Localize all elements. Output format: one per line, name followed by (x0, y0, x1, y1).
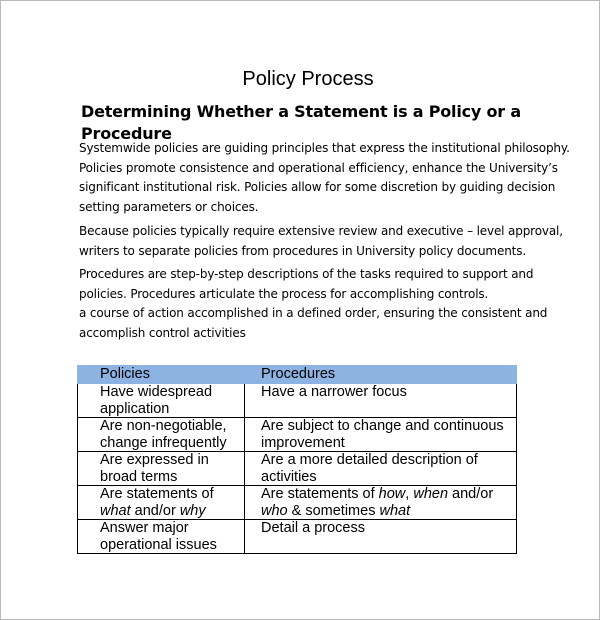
cell-text: & sometimes (287, 502, 380, 519)
cell-line: Are expressed in (100, 452, 209, 468)
document-subtitle: Determining Whether a Statement is a Policy or a Procedure (81, 102, 521, 143)
table-row (78, 418, 517, 452)
text-line: Because policies typically require extensive review and executive – level approval, (79, 224, 563, 238)
header-procedures: Procedures (245, 366, 517, 384)
text-line: Systemwide policies are guiding principles that express the institutional philosophy. (79, 141, 570, 155)
table-row (78, 486, 517, 520)
emphasis-what: what (379, 502, 411, 519)
emphasis-what: what (100, 502, 131, 519)
text-line: setting parameters or choices. (79, 199, 259, 214)
text-line: accomplish control activities (79, 325, 246, 340)
cell-line: broad terms (100, 468, 178, 485)
cell-line (100, 503, 240, 520)
cell-line: activities (261, 468, 317, 485)
text-line: a course of action accomplished in a defined order, ensuring the consistent and (79, 306, 548, 320)
policy-cell (78, 452, 245, 486)
emphasis-when: when (413, 486, 449, 502)
procedure-cell (245, 486, 517, 520)
policy-cell (78, 520, 245, 554)
policy-procedure-table (77, 365, 517, 554)
cell-line: improvement (261, 434, 345, 451)
cell-text: Are statements of (261, 486, 379, 502)
policy-cell (78, 418, 245, 452)
table-row (78, 384, 517, 418)
policy-cell (78, 384, 245, 418)
paragraph-policies (79, 139, 570, 217)
document-title: Policy Process (242, 68, 374, 90)
cell-text: and/or (130, 502, 180, 519)
text-line: writers to separate policies from procedures in University policy documents. (79, 243, 526, 258)
cell-line: Detail a process (261, 520, 365, 536)
cell-line: Are non-negotiable, (100, 418, 227, 434)
procedure-cell (245, 452, 517, 486)
cell-line (261, 486, 512, 503)
header-policies: Policies (78, 366, 245, 384)
cell-line: Have widespread (100, 384, 213, 400)
cell-line: change infrequently (100, 434, 227, 451)
table-header-row (78, 366, 517, 384)
table-row (78, 520, 517, 554)
cell-line: operational issues (100, 536, 217, 553)
policy-cell (78, 486, 245, 520)
cell-line: Are a more detailed description of (261, 452, 478, 468)
text-line: significant institutional risk. Policies allow for some discretion by guiding decision (79, 180, 556, 194)
emphasis-why: why (179, 502, 206, 519)
cell-line (261, 503, 512, 520)
cell-line: Are subject to change and continuous (261, 418, 504, 434)
cell-line: Answer major (100, 520, 189, 536)
cell-line: application (100, 400, 170, 417)
text-line: Procedures are step-by-step descriptions of the tasks required to support and (79, 267, 534, 281)
paragraph-procedures (79, 265, 559, 343)
cell-line: Are statements of (100, 486, 214, 502)
procedure-cell (245, 418, 517, 452)
procedure-cell (245, 520, 517, 554)
emphasis-how: how (378, 486, 406, 502)
emphasis-who: who (261, 502, 288, 519)
cell-line: Have a narrower focus (261, 384, 407, 400)
table-row (78, 452, 517, 486)
procedure-cell (245, 384, 517, 418)
text-line: Policies promote consistence and operational efficiency, enhance the University’s (79, 160, 558, 175)
paragraph-review (79, 222, 563, 261)
cell-text: , (405, 486, 414, 502)
text-line: policies. Procedures articulate the process for accomplishing controls. (79, 286, 489, 301)
cell-text: and/or (448, 486, 494, 502)
